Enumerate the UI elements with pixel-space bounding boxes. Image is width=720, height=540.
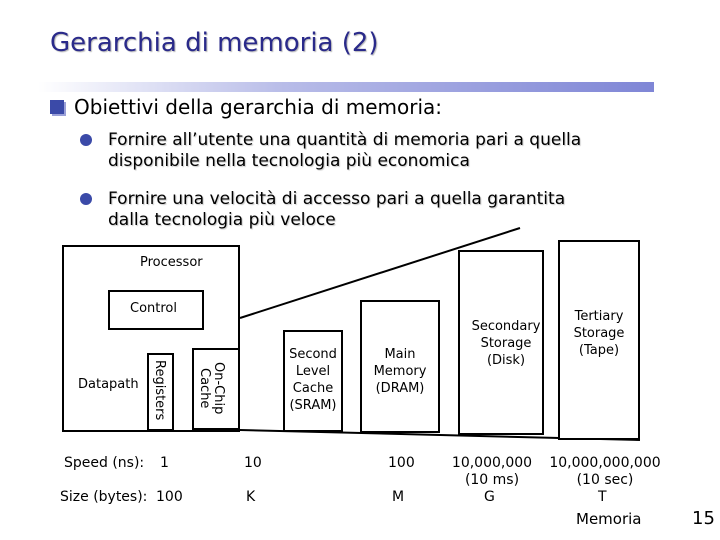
- secondary-storage-label: Secondary Storage (Disk): [471, 319, 541, 368]
- size-value-cache: K: [246, 489, 256, 505]
- speed-value-registers: 1: [160, 455, 169, 471]
- size-label: Size (bytes):: [60, 489, 148, 505]
- size-value-tertiary: T: [598, 489, 607, 505]
- size-value-secondary: G: [484, 489, 495, 505]
- speed-value-secondary: 10,000,000 (10 ms): [451, 455, 533, 488]
- size-value-main: M: [392, 489, 405, 505]
- speed-value-cache: 10: [244, 455, 262, 471]
- datapath-label: Datapath: [78, 377, 139, 392]
- l2-cache-label: Second Level Cache (SRAM): [289, 347, 337, 413]
- sub-bullet-1: Fornire all’utente una quantità di memoria pari a quella disponibile nella tecnologia più economica: [80, 130, 640, 172]
- speed-label: Speed (ns):: [64, 455, 145, 471]
- tertiary-storage-label: Tertiary Storage (Tape): [573, 309, 625, 358]
- control-label: Control: [130, 301, 177, 316]
- processor-label: Processor: [140, 255, 203, 270]
- onchip-cache-label: On-Chip Cache: [197, 362, 226, 415]
- main-memory-label: Main Memory (DRAM): [373, 347, 427, 396]
- main-bullet-text: Obiettivi della gerarchia di memoria:: [74, 95, 443, 119]
- sub-bullet-2: Fornire una velocità di accesso pari a quella garantita dalla tecnologia più veloce: [80, 189, 640, 231]
- page-number: 15: [692, 508, 715, 529]
- slide-title: Gerarchia di memoria (2): [50, 28, 379, 58]
- registers-label: Registers: [152, 360, 167, 421]
- speed-value-tertiary: 10,000,000,000 (10 sec): [549, 455, 661, 488]
- size-value-registers: 100: [156, 489, 183, 505]
- speed-value-main: 100: [388, 455, 415, 471]
- footer-word: Memoria: [576, 510, 642, 528]
